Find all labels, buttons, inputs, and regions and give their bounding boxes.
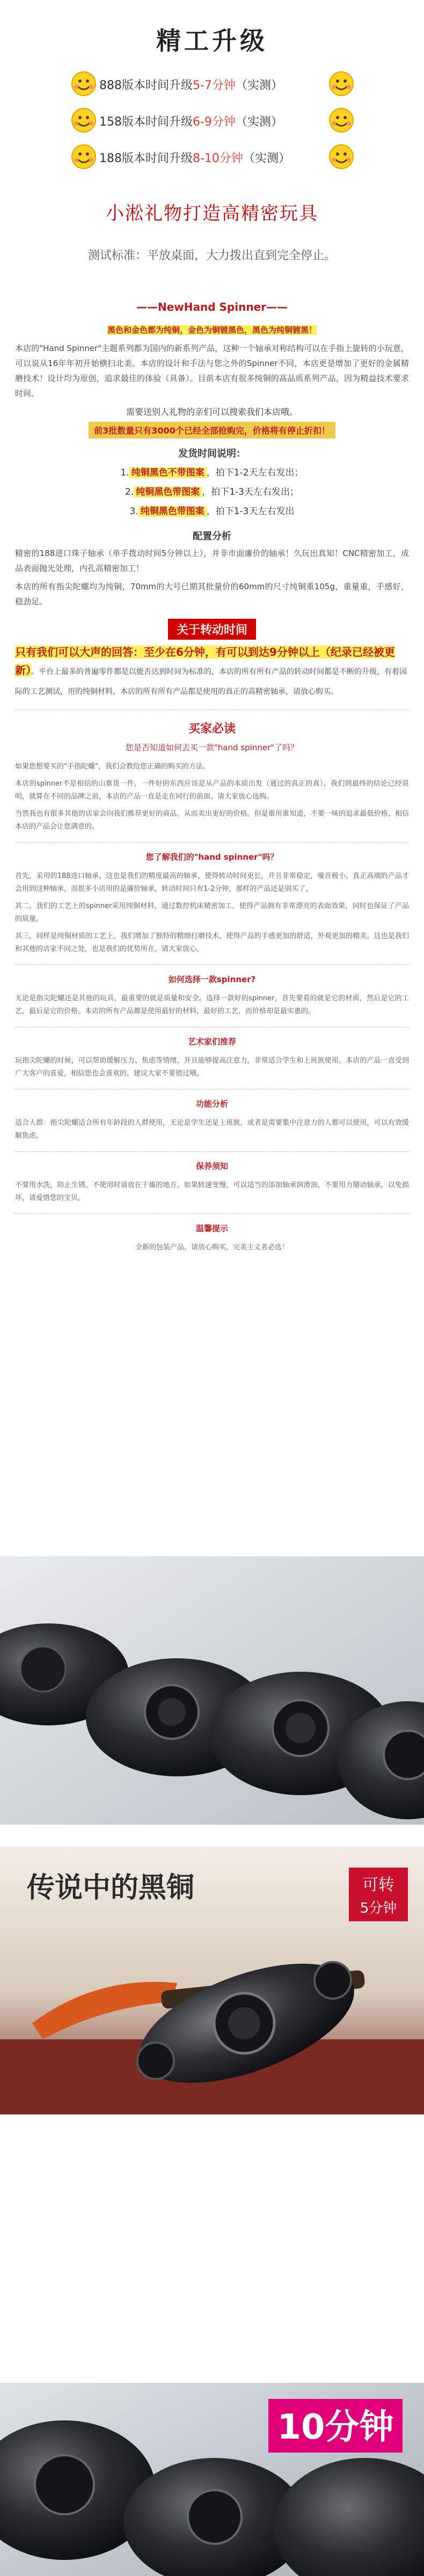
spinner-closeup-image <box>0 2383 424 2576</box>
spinner-brush-image <box>0 1846 424 2114</box>
faq-question: 您是否知道如何去买一款"hand spinner"了吗？ <box>125 743 299 752</box>
item-tail: ，拍下1-2天左右发出； <box>206 467 304 478</box>
divider <box>15 964 409 965</box>
faq-paragraph: 全新的包装产品，请放心购买，完美主义者必选！ <box>135 1243 289 1252</box>
badge-top: 可转 <box>362 1876 394 1894</box>
badge-bottom: 5分钟 <box>360 1900 397 1916</box>
ten-minute-text: 10分钟 <box>277 2407 394 2447</box>
spin-claim <box>0 643 424 701</box>
divider <box>15 709 409 710</box>
item-num: 2. <box>125 487 134 497</box>
test-standard: 测试标准：平放桌面，大力拨出直到完全停止。 <box>87 249 336 262</box>
divider <box>15 842 409 843</box>
product-photo-calligraphy <box>0 1846 424 2114</box>
shipping-item <box>0 463 424 482</box>
faq-question: 功能分析 <box>195 1099 228 1109</box>
upgrade-suffix: （实测） <box>243 152 290 165</box>
shipping-title: 发货时间说明： <box>178 448 246 459</box>
item-mark: 纯铜黑色带图案 <box>134 487 202 497</box>
item-num: 1. <box>120 467 129 478</box>
upgrade-row-158 <box>0 105 424 137</box>
spinner-group-image <box>0 1556 424 1825</box>
upgrade-prefix: 888版本时间升级 <box>99 79 193 92</box>
item-mark: 纯铜黑色带图案 <box>138 506 207 517</box>
smiley-icon <box>70 70 98 98</box>
config-title: 配置分析 <box>193 531 231 542</box>
item-tail: ，拍下1-3天左右发出 <box>206 506 295 517</box>
faq-question: 保养须知 <box>195 1161 228 1171</box>
smiley-icon <box>70 143 98 171</box>
color-note: 黑色和金色都为纯铜，金色为铜镀黑色，黑色为纯铜镀黑！ <box>107 325 317 335</box>
smiley-icon <box>70 106 98 134</box>
faq-paragraph: 其三，同样是纯铜材质的工艺上，我们增加了独特的精细打磨技术，使得产品的手感更加的舒适，外观更加的精美。这也是我们和其他的店家不同之处，也是我们的优势所在，请大家放心。 <box>15 932 409 953</box>
upgrade-prefix: 158版本时间升级 <box>99 115 193 129</box>
faq-paragraph: 首先，采用的188进口轴承，这也是我们的精度最高的轴承，使得转动时间更长，并且非常稳定，噪音极小。真正高端的产品才会用到这种轴承，而很多小店用的是廉价轴承，转动时间只有1-2分钟，那样的产品还是别买了。 <box>15 872 409 893</box>
title-block <box>0 21 424 182</box>
slogan-block <box>0 199 424 284</box>
faq-question: 艺术家们推荐 <box>187 1037 236 1046</box>
faq-paragraph: 不要用水洗，防止生锈。不使用时请放在干燥的地方。如果转速变慢，可以适当的添加轴承润滑油，不要用力掰动轴承，以免损坏，请爱惜您的宝贝。 <box>15 1181 409 1202</box>
item-mark: 纯铜黑色不带图案 <box>129 467 207 478</box>
upgrade-suffix: （实测） <box>235 115 283 129</box>
upgrade-value: 8-10分钟 <box>193 152 243 165</box>
smiley-icon <box>327 70 355 98</box>
faq-paragraph: 无论是指尖陀螺还是其他的玩具，最重要的就是质量和安全。选择一款好的spinner，首先要看的就是它的材质，然后是它的工艺，最后是它的价格。本店的所有产品都是使用最好的材料，最好的工艺，而价格却是最实惠的。 <box>15 994 409 1015</box>
faq-paragraph: 其二，我们的工艺上的spinner采用纯铜材料，通过数控机床精密加工，使得产品拥有非常漂亮的表面效果，同时也保证了产品的质量。 <box>15 902 409 923</box>
calligraphy-title: 传说中的黑铜 <box>27 1871 195 1904</box>
faq-question: 如何选择一款spinner? <box>168 975 256 984</box>
faq-paragraph: 适合人群：指尖陀螺适合所有年龄段的人群使用，无论是学生还是上班族，或者是需要集中注意力的人都可以使用，可以有效缓解焦虑。 <box>15 1119 409 1140</box>
product-photo-group <box>0 1556 424 1825</box>
faq-question: 您了解我们的"hand spinner"吗？ <box>145 852 279 862</box>
upgrade-row-188 <box>0 142 424 174</box>
config-paragraph-2: 本店的所有指尖陀螺均为纯铜，70mm的大号已期其批量价的60mm的尺寸纯铜重105g，重量重，手感好，稳劲足。 <box>15 582 409 606</box>
slogan: 小淞礼物打造高精密玩具 <box>106 203 318 224</box>
faq-paragraph: 玩指尖陀螺的时候，可以帮助缓解压力、焦虑等情绪，并且能够提高注意力，非常适合学生和上班族使用。本店的产品一直受到广大客户的喜爱，相信您也会喜欢的，建议大家不要错过哦。 <box>15 1057 409 1078</box>
promo-band: 前3批数量只有3000个已经全部抢购完，价格将有停止折扣！ <box>89 422 335 438</box>
details-section <box>0 301 424 1258</box>
brand-heading: ——NewHand Spinner—— <box>136 301 288 313</box>
item-tail: ，拍下1-3天左右发出； <box>202 487 299 497</box>
smiley-icon <box>327 143 355 171</box>
spin-claim-tail: 。平台上最多的普遍零件都是以能否达到时间为标准的，本店的所有所有产品的转动时间都是不断的升级，有着国际的工艺测试，用的纯铜材料，本店的所有所有产品都是使用的真正的高精密轴承，请放心购买。 <box>15 668 407 696</box>
spin-time-band: 关于转动时间 <box>168 619 256 640</box>
upgrade-suffix: （实测） <box>235 79 283 92</box>
faq-paragraph: 当然我也有很多其他的店家会向我们推荐更好的商品，从而卖出更好的价格。但是谁用谁知道，不要一味的追求最低价格，相信本店的产品会让您满意的。 <box>15 810 409 831</box>
shipping-item <box>0 482 424 502</box>
config-paragraph-1: 精密的188进口珠子轴承（单手拨动时间5分钟以上），并非市面廉价的轴承！久玩出真知！CNC精密加工，成品表面抛光处理，内孔高精密加工！ <box>15 548 409 573</box>
product-photo-10min <box>0 2383 424 2576</box>
faq-title: 买家必读 <box>188 722 236 736</box>
faq-paragraph: 本店的spinner不是相信的山寨货一件，一件好的东西应该是从产品的本质出发（通过的真正的真）。我们到最终的结论已经说明，就算在不同的品牌之前，本店的产品一直是走在同行的前面。请大家放心选购。 <box>15 780 409 801</box>
upgrade-prefix: 188版本时间升级 <box>99 152 193 165</box>
divider <box>15 1213 409 1214</box>
gift-note: 需要送别人礼物的亲们可以搜索我们本店哦。 <box>126 407 298 417</box>
faq-paragraph: 如果您想要买的"手指陀螺"，我们会教给您正确的购买的方法。 <box>15 763 210 771</box>
faq-question: 温馨提示 <box>195 1224 228 1233</box>
intro-paragraph: 本店的"Hand Spinner"主题系列都为国内的新系列产品，这种一个轴承对称结构可以在手指上旋转的小玩意，可以说从16年年初开始横扫北美。本店的设计和手法与您之外的Spinner不同，本店更是增加了更好的金属精磨技术！设计均为原创，追求最佳的体验（具备）。目前本店有很多纯铜的高品质系列产品，因为精益技术要求时间。 <box>15 343 409 398</box>
shipping-item <box>0 502 424 521</box>
upgrade-row-888 <box>0 69 424 101</box>
spin-claim-highlight: 只有我们可以大声的回答：至少在6分钟，有可以到达9分钟以上（纪录已经被更新） <box>15 646 395 677</box>
page-title: 精工升级 <box>156 26 268 55</box>
upgrade-value: 6-9分钟 <box>193 115 236 129</box>
smiley-icon <box>327 106 355 134</box>
item-num: 3. <box>129 506 138 517</box>
divider <box>15 1151 409 1152</box>
upgrade-value: 5-7分钟 <box>193 79 236 92</box>
